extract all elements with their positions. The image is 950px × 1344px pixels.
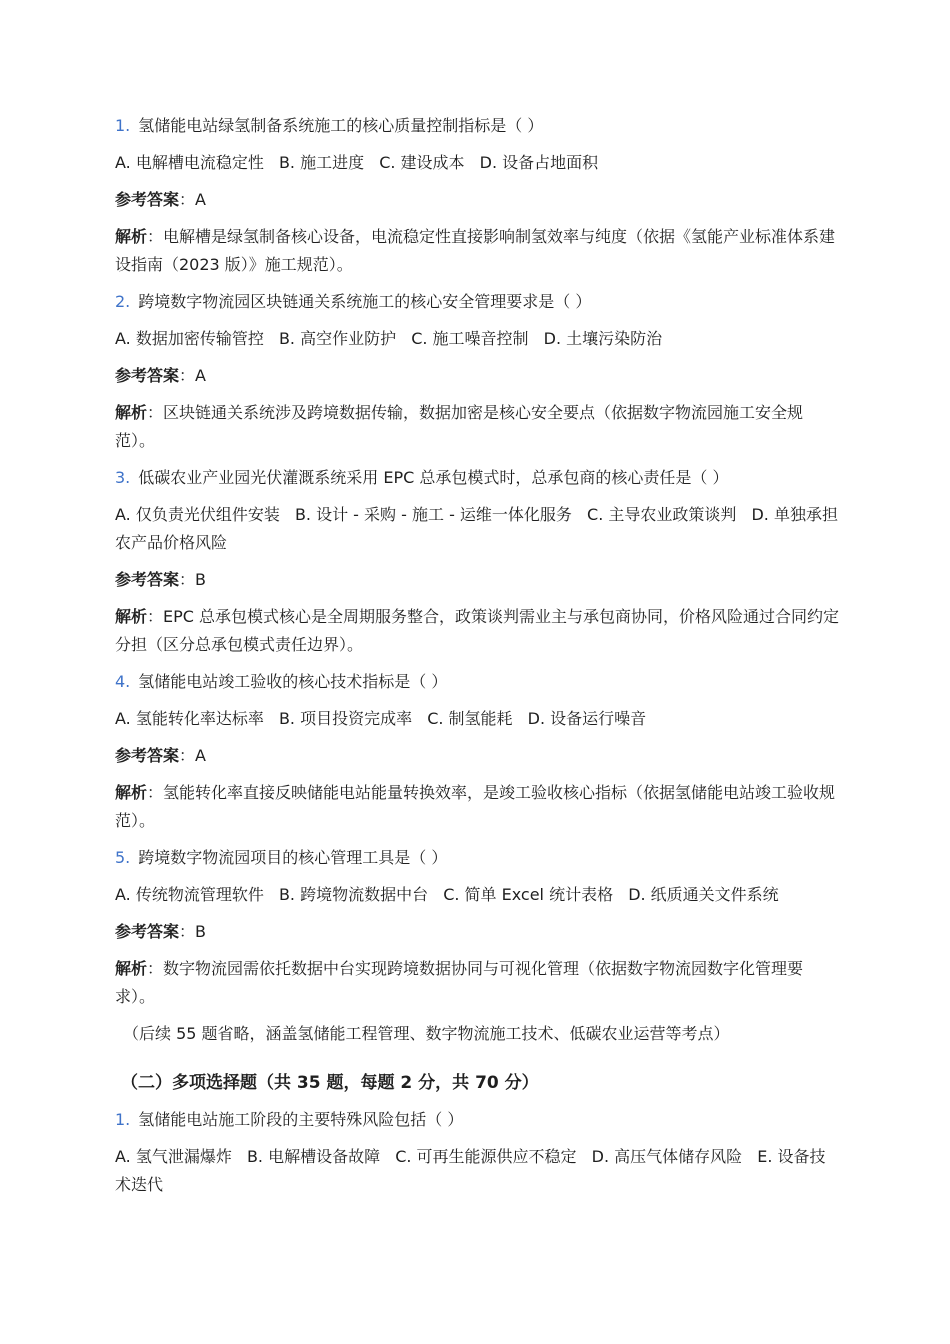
option-a: A. 仅负责光伏组件安装 xyxy=(115,505,280,524)
option-b: B. 高空作业防护 xyxy=(278,329,397,348)
option-d: D. 高压气体储存风险 xyxy=(591,1147,743,1166)
answer-label: 参考答案 xyxy=(115,570,180,589)
option-b: B. 跨境物流数据中台 xyxy=(278,885,429,904)
option-c: C. 建设成本 xyxy=(379,153,465,172)
answer-line xyxy=(115,362,840,390)
question-block xyxy=(115,1106,840,1199)
option-d: D. 设备占地面积 xyxy=(479,153,599,172)
explanation xyxy=(115,779,840,835)
answer-label: 参考答案 xyxy=(115,190,180,209)
explanation-text: ：区块链通关系统涉及跨境数据传输，数据加密是核心安全要点（依据数字物流园施工安全规范）。 xyxy=(115,403,804,450)
explanation xyxy=(115,603,840,659)
question-title xyxy=(115,668,840,696)
question-title xyxy=(115,112,840,140)
explanation-label: 解析 xyxy=(115,607,148,626)
explanation-text: ：EPC 总承包模式核心是全周期服务整合，政策谈判需业主与承包商协同，价格风险通过合同约定分担（区分总承包模式责任边界）。 xyxy=(115,607,840,654)
option-a: A. 氢能转化率达标率 xyxy=(115,709,264,728)
question-number: 4. xyxy=(115,672,131,691)
question-block xyxy=(115,112,840,279)
option-b: B. 设计 - 采购 - 施工 - 运维一体化服务 xyxy=(294,505,572,524)
answer-label: 参考答案 xyxy=(115,746,180,765)
option-d: D. 土壤污染防治 xyxy=(543,329,663,348)
explanation-label: 解析 xyxy=(115,783,148,802)
option-b: B. 项目投资完成率 xyxy=(278,709,413,728)
option-a: A. 传统物流管理软件 xyxy=(115,885,264,904)
answer-value: ：A xyxy=(179,366,206,385)
question-options xyxy=(115,1143,840,1199)
question-block xyxy=(115,844,840,1011)
answer-value: ：B xyxy=(179,922,206,941)
answer-line xyxy=(115,918,840,946)
question-options xyxy=(115,149,840,177)
option-c: C. 简单 Excel 统计表格 xyxy=(443,885,614,904)
question-title xyxy=(115,288,840,316)
question-text: 氢储能电站绿氢制备系统施工的核心质量控制指标是（ ） xyxy=(138,116,544,135)
answer-value: ：A xyxy=(179,190,206,209)
explanation xyxy=(115,399,840,455)
question-text: 氢储能电站竣工验收的核心技术指标是（ ） xyxy=(138,672,448,691)
question-block xyxy=(115,288,840,455)
question-text: 低碳农业产业园光伏灌溉系统采用 EPC 总承包模式时，总承包商的核心责任是（ ） xyxy=(138,468,729,487)
question-text: 跨境数字物流园区块链通关系统施工的核心安全管理要求是（ ） xyxy=(138,292,592,311)
question-number: 2. xyxy=(115,292,131,311)
explanation xyxy=(115,955,840,1011)
section-heading: （二）多项选择题（共 35 题，每题 2 分，共 70 分） xyxy=(121,1073,539,1093)
question-options xyxy=(115,501,840,557)
omission-note: （后续 55 题省略，涵盖氢储能工程管理、数字物流施工技术、低碳农业运营等考点） xyxy=(123,1024,730,1043)
option-c: C. 施工噪音控制 xyxy=(411,329,529,348)
answer-label: 参考答案 xyxy=(115,366,180,385)
explanation-text: ：电解槽是绿氢制备核心设备，电流稳定性直接影响制氢效率与纯度（依据《氢能产业标准体系建设指南（2023 版）》施工规范）。 xyxy=(115,227,836,274)
question-block xyxy=(115,668,840,835)
option-e: E. 设备技术迭代 xyxy=(115,1147,826,1194)
option-b: B. 电解槽设备故障 xyxy=(246,1147,381,1166)
option-a: A. 氢气泄漏爆炸 xyxy=(115,1147,232,1166)
question-options xyxy=(115,325,840,353)
option-a: A. 电解槽电流稳定性 xyxy=(115,153,264,172)
question-text: 氢储能电站施工阶段的主要特殊风险包括（ ） xyxy=(138,1110,464,1129)
option-d: D. 纸质通关文件系统 xyxy=(628,885,779,904)
option-d: D. 设备运行噪音 xyxy=(527,709,647,728)
question-number: 1. xyxy=(115,1110,131,1129)
question-options xyxy=(115,705,840,733)
question-number: 3. xyxy=(115,468,131,487)
option-b: B. 施工进度 xyxy=(278,153,365,172)
answer-line xyxy=(115,186,840,214)
explanation-label: 解析 xyxy=(115,227,148,246)
explanation-text: ：数字物流园需依托数据中台实现跨境数据协同与可视化管理（依据数字物流园数字化管理要求）。 xyxy=(115,959,804,1006)
question-title xyxy=(115,844,840,872)
answer-label: 参考答案 xyxy=(115,922,180,941)
explanation-label: 解析 xyxy=(115,403,148,422)
question-options xyxy=(115,881,840,909)
answer-line xyxy=(115,566,840,594)
option-a: A. 数据加密传输管控 xyxy=(115,329,264,348)
option-c: C. 可再生能源供应不稳定 xyxy=(395,1147,577,1166)
option-c: C. 主导农业政策谈判 xyxy=(587,505,737,524)
question-number: 5. xyxy=(115,848,131,867)
option-d: D. 单独承担农产品价格风险 xyxy=(115,505,838,552)
explanation-label: 解析 xyxy=(115,959,148,978)
question-block xyxy=(115,464,840,659)
option-c: C. 制氢能耗 xyxy=(427,709,513,728)
explanation-text: ：氢能转化率直接反映储能电站能量转换效率，是竣工验收核心指标（依据氢储能电站竣工验收规范）。 xyxy=(115,783,836,830)
question-text: 跨境数字物流园项目的核心管理工具是（ ） xyxy=(138,848,448,867)
answer-value: ：A xyxy=(179,746,206,765)
answer-value: ：B xyxy=(179,570,206,589)
explanation xyxy=(115,223,840,279)
question-title xyxy=(115,464,840,492)
answer-line xyxy=(115,742,840,770)
document-page xyxy=(115,112,840,1208)
question-title xyxy=(115,1106,840,1134)
question-number: 1. xyxy=(115,116,131,135)
